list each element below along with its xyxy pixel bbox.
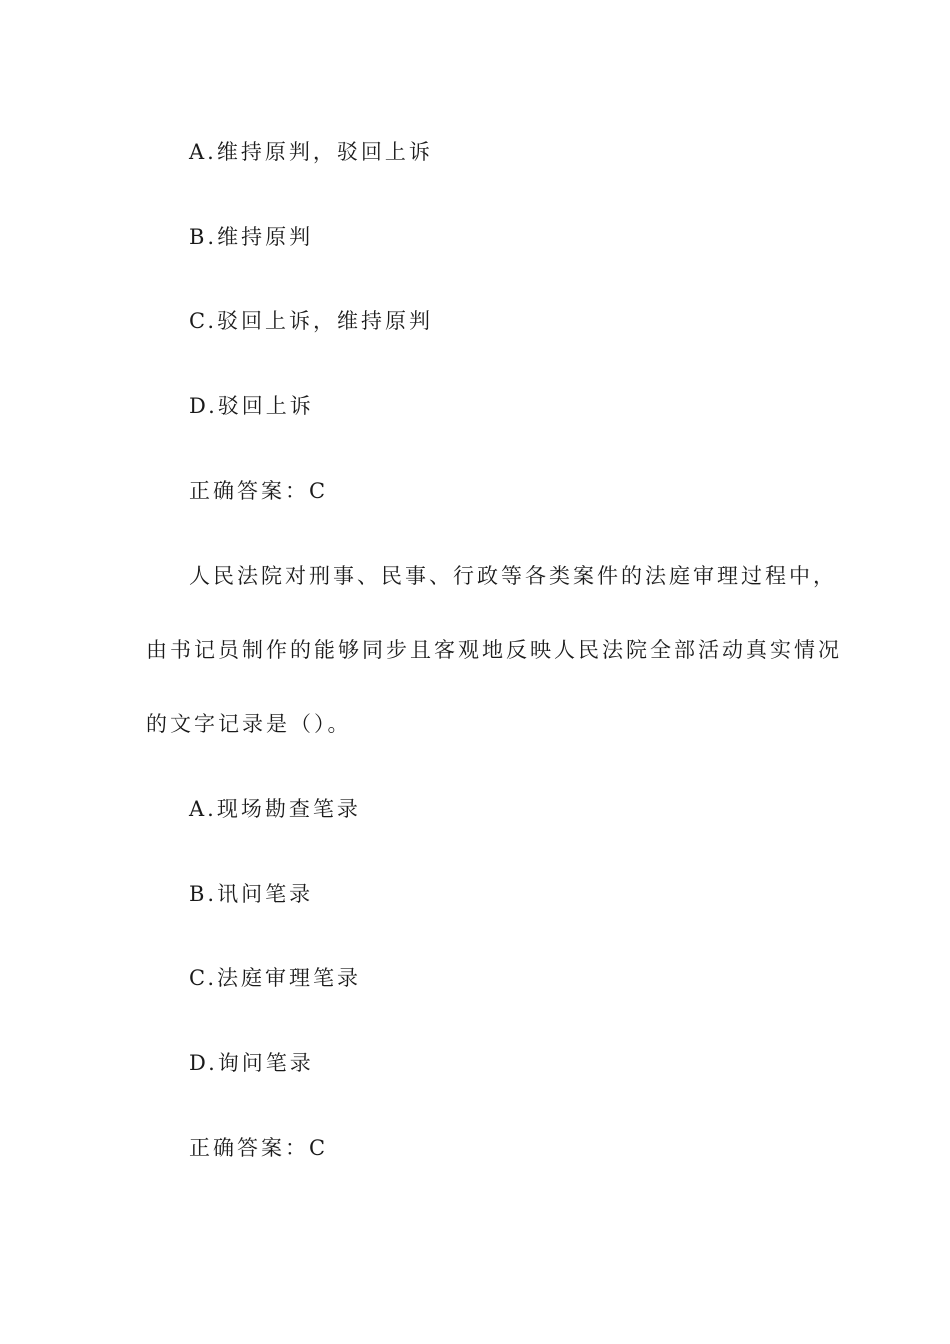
- q1-answer: 正确答案：C: [189, 479, 329, 503]
- q2-option-c: C.法庭审理笔录: [189, 966, 361, 990]
- q2-stem-line-3: 的文字记录是（）。: [146, 712, 352, 736]
- q2-option-a: A.现场勘查笔录: [189, 797, 361, 821]
- q1-option-d: D.驳回上诉: [189, 394, 314, 418]
- q2-option-d: D.询问笔录: [189, 1051, 314, 1075]
- q2-answer: 正确答案：C: [189, 1136, 329, 1160]
- q1-option-a: A.维持原判，驳回上诉: [189, 140, 433, 164]
- q1-option-b: B.维持原判: [189, 225, 314, 249]
- q1-option-c: C.驳回上诉，维持原判: [189, 309, 433, 333]
- q2-stem-line-1: 人民法院对刑事、民事、行政等各类案件的法庭审理过程中，: [189, 564, 837, 588]
- q2-option-b: B.讯问笔录: [189, 882, 314, 906]
- q2-stem-line-2: 由书记员制作的能够同步且客观地反映人民法院全部活动真实情况: [146, 638, 842, 662]
